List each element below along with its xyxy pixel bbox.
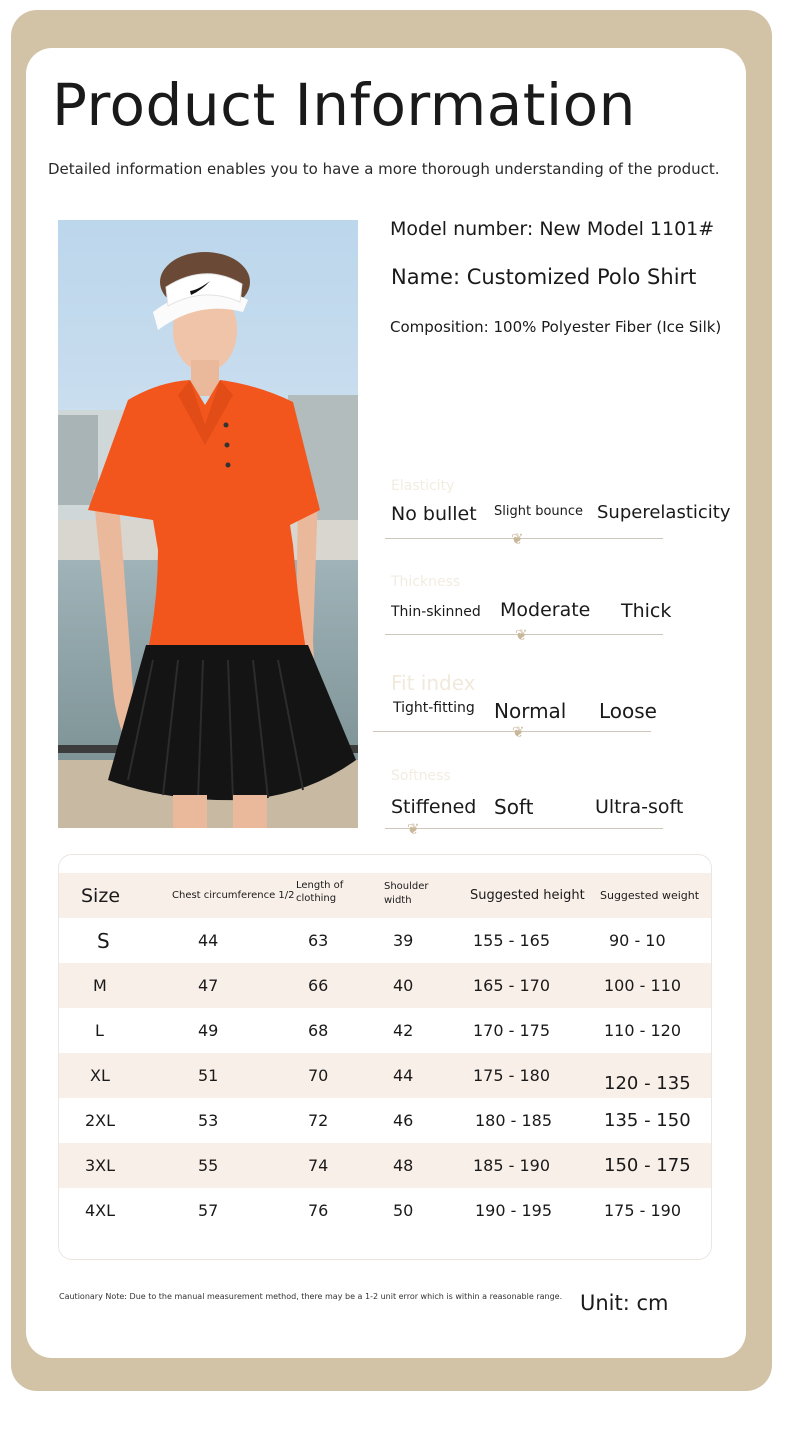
softness-option-high: Ultra-soft [595, 796, 684, 818]
cell-height: 180 - 185 [475, 1111, 553, 1130]
model-number: Model number: New Model 1101# [390, 218, 715, 240]
fit-marker-icon: ❦ [512, 723, 525, 741]
cell-length: 74 [308, 1156, 329, 1175]
cell-weight: 150 - 175 [604, 1155, 691, 1176]
table-row [59, 1188, 711, 1233]
table-row [59, 1053, 711, 1098]
table-header-row [59, 873, 711, 918]
product-name: Name: Customized Polo Shirt [391, 265, 697, 289]
cell-chest: 49 [198, 1021, 219, 1040]
cell-weight: 175 - 190 [604, 1201, 682, 1220]
cell-size: 3XL [85, 1156, 116, 1175]
product-composition: Composition: 100% Polyester Fiber (Ice Silk) [390, 318, 722, 336]
cell-length: 63 [308, 931, 329, 950]
header-length-line2: clothing [296, 893, 337, 904]
cell-length: 68 [308, 1021, 329, 1040]
elasticity-option-mid: Slight bounce [494, 504, 584, 519]
header-height: Suggested height [470, 888, 585, 903]
thickness-option-mid: Moderate [500, 599, 591, 621]
product-photo [58, 220, 358, 828]
fit-option-high: Loose [599, 699, 657, 723]
cell-shoulder: 44 [393, 1066, 414, 1085]
softness-option-mid: Soft [494, 795, 534, 819]
cell-weight: 120 - 135 [604, 1073, 691, 1094]
elasticity-line [385, 538, 663, 539]
table-row [59, 918, 711, 963]
cell-shoulder: 42 [393, 1021, 414, 1040]
cell-weight: 110 - 120 [604, 1021, 682, 1040]
softness-marker-icon: ❦ [407, 820, 420, 838]
elasticity-option-low: No bullet [391, 503, 477, 525]
cell-size: S [97, 928, 110, 953]
cell-weight: 100 - 110 [604, 976, 682, 995]
cell-height: 185 - 190 [473, 1156, 551, 1175]
cell-shoulder: 39 [393, 931, 414, 950]
cell-height: 175 - 180 [473, 1066, 551, 1085]
softness-label: Softness [391, 768, 451, 784]
header-shoulder [384, 880, 429, 908]
elasticity-label: Elasticity [391, 478, 455, 494]
fit-option-low: Tight-fitting [393, 700, 475, 716]
header-shoulder-line2: width [384, 895, 412, 906]
softness-line [385, 828, 663, 829]
thickness-option-low: Thin-skinned [391, 604, 481, 620]
cell-chest: 51 [198, 1066, 219, 1085]
thickness-option-high: Thick [621, 600, 672, 622]
table-row [59, 963, 711, 1008]
cell-length: 72 [308, 1111, 329, 1130]
softness-option-low: Stiffened [391, 796, 477, 818]
softness-scale [385, 768, 684, 838]
cell-chest: 53 [198, 1111, 219, 1130]
cell-chest: 47 [198, 976, 219, 995]
cell-height: 170 - 175 [473, 1021, 551, 1040]
header-length [296, 879, 343, 905]
cell-shoulder: 50 [393, 1201, 414, 1220]
cell-height: 165 - 170 [473, 976, 551, 995]
cell-size: 2XL [85, 1111, 116, 1130]
cell-shoulder: 40 [393, 976, 414, 995]
cell-shoulder: 46 [393, 1111, 414, 1130]
cell-size: L [95, 1021, 104, 1040]
page-title: Product Information [52, 71, 636, 139]
table-row [59, 1008, 711, 1053]
fit-scale [385, 671, 665, 741]
thickness-label: Thickness [391, 574, 461, 590]
cell-weight: 90 - 10 [609, 931, 666, 950]
fit-label: Fit index [391, 671, 476, 695]
cell-chest: 44 [198, 931, 219, 950]
thickness-scale [385, 574, 672, 644]
cell-length: 70 [308, 1066, 329, 1085]
cell-chest: 55 [198, 1156, 219, 1175]
elasticity-scale [385, 478, 731, 548]
cell-size: 4XL [85, 1201, 116, 1220]
table-row [59, 1098, 711, 1143]
page-subtitle: Detailed information enables you to have a more thorough understanding of the product. [48, 160, 720, 178]
header-shoulder-line1: Shoulder [384, 881, 429, 892]
header-length-line1: Length of [296, 880, 344, 891]
cell-chest: 57 [198, 1201, 219, 1220]
cell-height: 155 - 165 [473, 931, 551, 950]
cell-shoulder: 48 [393, 1156, 414, 1175]
size-table [58, 854, 712, 1260]
header-size: Size [81, 884, 121, 907]
header-chest: Chest circumference 1/2 [172, 890, 295, 901]
thickness-marker-icon: ❦ [515, 626, 528, 644]
cell-length: 76 [308, 1201, 329, 1220]
cell-size: XL [90, 1066, 110, 1085]
cell-weight: 135 - 150 [604, 1110, 691, 1131]
elasticity-marker-icon: ❦ [511, 530, 524, 548]
cautionary-note: Cautionary Note: Due to the manual measurement method, there may be a 1-2 unit error which is within a reasonable range. [59, 1292, 563, 1301]
cell-height: 190 - 195 [475, 1201, 553, 1220]
unit-label: Unit: cm [580, 1291, 669, 1315]
header-weight: Suggested weight [600, 889, 700, 902]
cell-size: M [93, 976, 107, 995]
cell-length: 66 [308, 976, 329, 995]
table-row [59, 1143, 711, 1188]
fit-option-mid: Normal [494, 699, 567, 723]
elasticity-option-high: Superelasticity [597, 502, 731, 523]
